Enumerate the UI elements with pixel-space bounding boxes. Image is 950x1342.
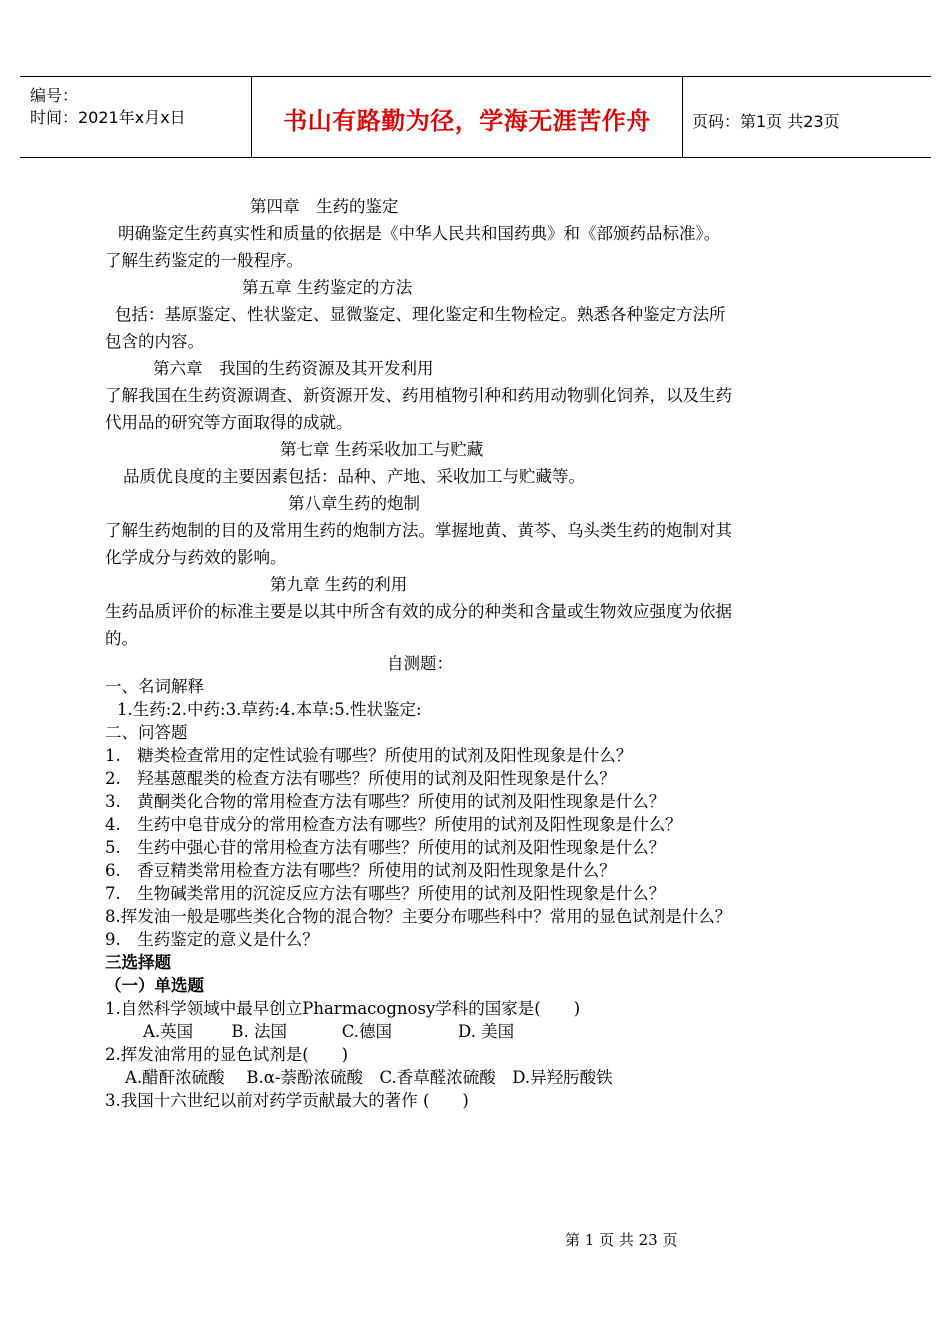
body-line: 第七章 生药采收加工与贮藏 bbox=[280, 440, 484, 459]
body-line: 二、问答题 bbox=[105, 723, 188, 742]
body-line: 6. 香豆精类常用检查方法有哪些？所使用的试剂及阳性现象是什么？ bbox=[105, 861, 616, 880]
page-footer: 第 1 页 共 23 页 bbox=[565, 1231, 678, 1249]
body-line: A.醋酐浓硫酸 B.α-萘酚浓硫酸 C.香草醛浓硫酸 D.异羟肟酸铁 bbox=[125, 1068, 613, 1087]
header-motto: 书山有路勤为径，学海无涯苦作舟 bbox=[283, 107, 651, 135]
body-line: 第八章生药的炮制 bbox=[288, 494, 420, 513]
body-line: 代用品的研究等方面取得的成就。 bbox=[105, 413, 353, 432]
body-line: 包括：基原鉴定、性状鉴定、显微鉴定、理化鉴定和生物检定。熟悉各种鉴定方法所 bbox=[115, 305, 726, 324]
body-line: 生药品质评价的标准主要是以其中所含有效的成分的种类和含量或生物效应强度为依据 bbox=[105, 602, 732, 621]
body-line: 包含的内容。 bbox=[105, 332, 204, 351]
body-line: 明确鉴定生药真实性和质量的依据是《中华人民共和国药典》和《部颁药品标准》。 bbox=[118, 224, 721, 243]
body-line: 第四章 生药的鉴定 bbox=[250, 197, 399, 216]
body-line: 一、名词解释 bbox=[105, 677, 204, 696]
body-line: 自测题： bbox=[387, 654, 453, 673]
body-line: 1.自然科学领域中最早创立Pharmacognosy学科的国家是( ) bbox=[105, 999, 581, 1018]
body-line: 第六章 我国的生药资源及其开发利用 bbox=[153, 359, 434, 378]
body-line: 三选择题 bbox=[105, 953, 171, 972]
body-line: 9. 生药鉴定的意义是什么？ bbox=[105, 930, 319, 949]
body-line: 3.我国十六世纪以前对药学贡献最大的著作 ( ) bbox=[105, 1091, 469, 1110]
body-line: 2. 羟基蒽醌类的检查方法有哪些？所使用的试剂及阳性现象是什么？ bbox=[105, 769, 616, 788]
body-line: 2.挥发油常用的显色试剂是( ) bbox=[105, 1045, 349, 1064]
header-page-info: 页码：第1页 共23页 bbox=[692, 112, 840, 131]
body-line: 3. 黄酮类化合物的常用检查方法有哪些？所使用的试剂及阳性现象是什么？ bbox=[105, 792, 666, 811]
body-line: 了解我国在生药资源调查、新资源开发、药用植物引种和药用动物驯化饲养，以及生药 bbox=[105, 386, 732, 405]
body-line: 化学成分与药效的影响。 bbox=[105, 548, 287, 567]
body-line: 8.挥发油一般是哪些类化合物的混合物？主要分布哪些科中？常用的显色试剂是什么？ bbox=[105, 907, 732, 926]
body-line: 第五章 生药鉴定的方法 bbox=[242, 278, 413, 297]
body-line: 了解生药炮制的目的及常用生药的炮制方法。掌握地黄、黄芩、乌头类生药的炮制对其 bbox=[105, 521, 732, 540]
body-line: 1. 糖类检查常用的定性试验有哪些？所使用的试剂及阳性现象是什么？ bbox=[105, 746, 633, 765]
body-line: A.英国 B. 法国 C.德国 D. 美国 bbox=[143, 1022, 515, 1041]
body-line: 第九章 生药的利用 bbox=[270, 575, 408, 594]
header-divider-right bbox=[682, 77, 683, 157]
document-time-label: 时间：2021年x月x日 bbox=[30, 108, 186, 127]
body-line: 的。 bbox=[105, 629, 138, 648]
body-line: 5. 生药中强心苷的常用检查方法有哪些？所使用的试剂及阳性现象是什么？ bbox=[105, 838, 666, 857]
document-number-label: 编号： bbox=[30, 86, 79, 105]
body-line: 7. 生物碱类常用的沉淀反应方法有哪些？所使用的试剂及阳性现象是什么？ bbox=[105, 884, 666, 903]
body-line: 品质优良度的主要因素包括：品种、产地、采收加工与贮藏等。 bbox=[123, 467, 585, 486]
body-line: （一）单选题 bbox=[105, 976, 204, 995]
body-line: 4. 生药中皂苷成分的常用检查方法有哪些？所使用的试剂及阳性现象是什么？ bbox=[105, 815, 682, 834]
page-header bbox=[20, 76, 931, 158]
body-line: 了解生药鉴定的一般程序。 bbox=[105, 251, 303, 270]
document-body bbox=[105, 193, 850, 1112]
header-meta bbox=[30, 85, 186, 129]
body-line: 1.生药:2.中药:3.草药:4.本草:5.性状鉴定: bbox=[117, 700, 422, 719]
